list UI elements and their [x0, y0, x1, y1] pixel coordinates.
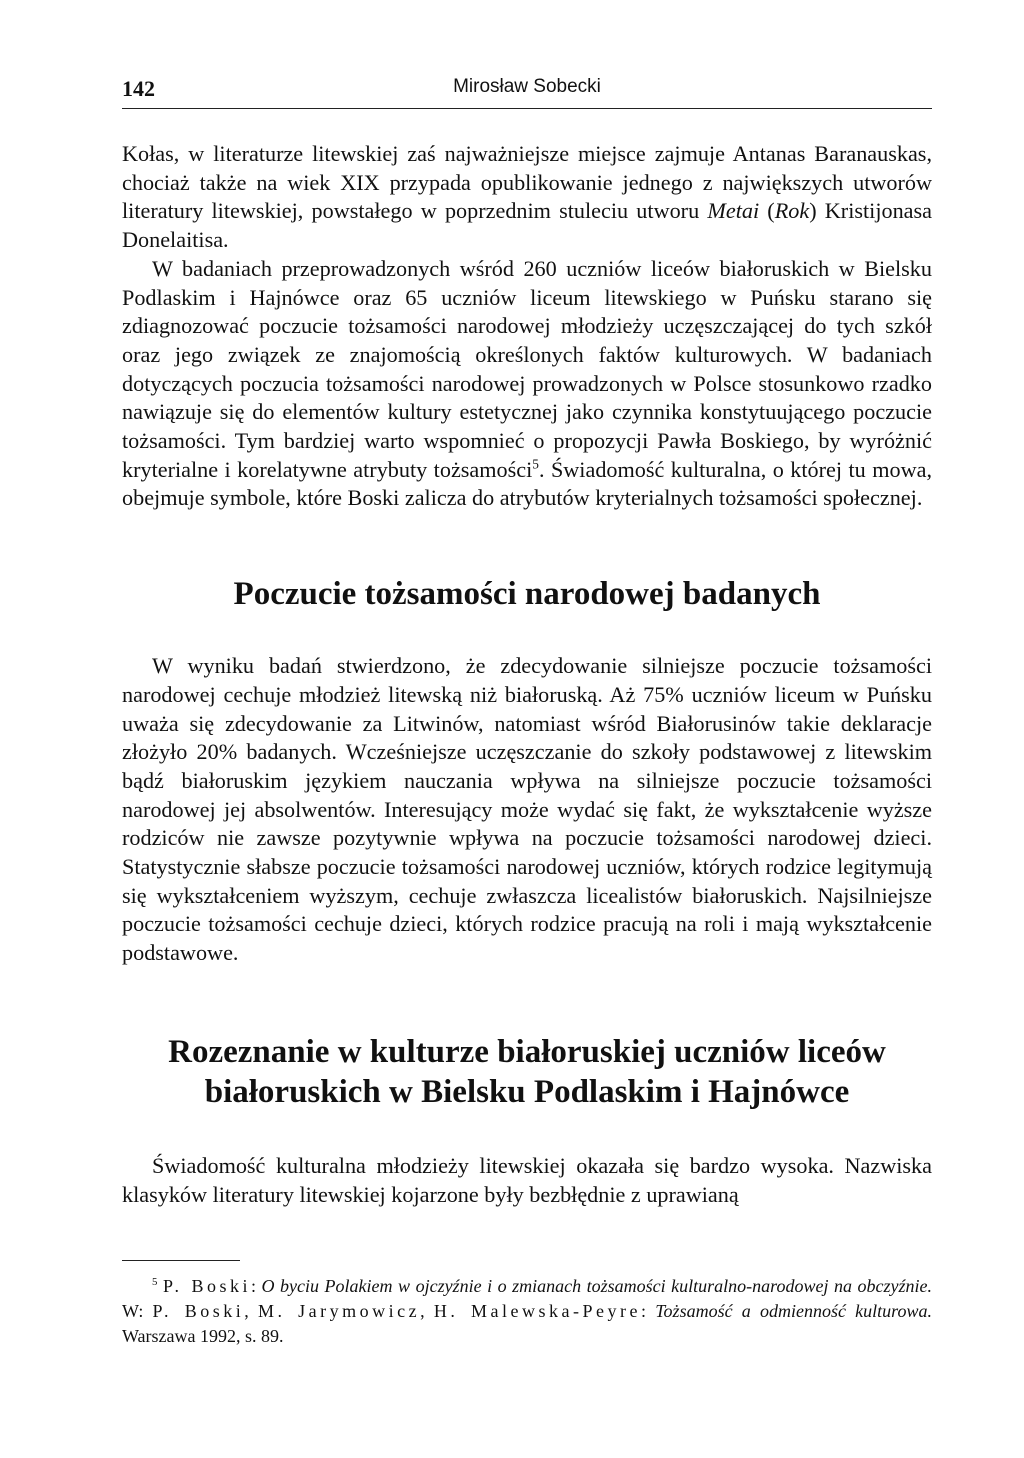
- running-title: Mirosław Sobecki: [453, 76, 601, 97]
- work-title: Metai: [707, 198, 760, 224]
- footnote-colon-2: :: [641, 1301, 656, 1321]
- section-heading-2-line-2: białoruskich w Bielsku Podlaskim i Hajnówce: [204, 1073, 850, 1110]
- footnote-author-2: P. Boski: [152, 1301, 245, 1321]
- section-heading-1: Poczucie tożsamości narodowej badanych: [233, 576, 821, 613]
- paragraph-2-tail: . Świadomość kulturalna, o której tu mowa, obejmuje symbole, które Boski zalicza do atrybutów kryterialnych tożsamości społecznej.: [122, 456, 932, 511]
- footnote-rule: [122, 1260, 240, 1261]
- paragraph-2: [122, 255, 932, 513]
- footnote-5: [122, 1274, 932, 1349]
- paragraph-1-text: Kołas, w literaturze litewskiej zaś najważniejsze miejsce zajmuje Antanas Baranauskas, chociaż także na wiek XIX przypada opublikowanie jednego z największych utworów literatury litewskiej, powstałego w poprzednim stuleciu utworu: [122, 141, 932, 224]
- footnote-sep-2: ,: [420, 1301, 434, 1321]
- footnote-title-1: O byciu Polakiem w ojczyźnie i o zmianach tożsamości kulturalno-narodowej na obczyźnie.: [261, 1276, 933, 1296]
- running-head: [122, 72, 932, 109]
- paragraph-2-text: W badaniach przeprowadzonych wśród 260 uczniów liceów białoruskich w Bielsku Podlaskim i Hajnówce oraz 65 uczniów liceum litewskiego w Puńsku starano się zdiagnozować poczucie tożsamości narodowej młodzieży uczęszczającej do tych szkół oraz jego związek ze znajomością określonych faktów kulturowych. W badaniach dotyczących poczucia tożsamości narodowej prowadzonych w Polsce stosunkowo rzadko nawiązuje się do elementów kultury estetycznej jako czynnika konstytuującego poczucie tożsamości. Tym bardziej warto wspomnieć o propozycji Pawła Boskiego, by wyróżnić kryterialne i korelatywne atrybuty tożsamości: [122, 255, 932, 482]
- footnote-number: 5: [152, 1276, 158, 1288]
- footnote-author-3: M. Jarymowicz: [257, 1301, 421, 1321]
- footnote-in: W:: [122, 1301, 153, 1321]
- paragraph-1-tail: ) Kristijonasa Donelaitisa.: [122, 198, 932, 253]
- section-heading-2-line-1: Rozeznanie w kulturze białoruskiej uczniów liceów: [168, 1033, 886, 1070]
- section-heading-2: [122, 1032, 932, 1112]
- section-2-paragraph: Świadomość kulturalna młodzieży litewskiej okazała się bardzo wysoka. Nazwiska klasyków literatury litewskiej kojarzone były bezbłędnie z uprawianą: [122, 1152, 932, 1207]
- paren-open: (: [759, 198, 775, 224]
- footnote-colon-1: :: [251, 1276, 262, 1296]
- body-text: [122, 140, 932, 1209]
- paragraph-1: [122, 140, 932, 255]
- page-number: 142: [122, 76, 155, 101]
- footnote-sep-1: ,: [244, 1301, 258, 1321]
- footnote-author-4: H. Malewska-Peyre: [433, 1301, 641, 1321]
- footnote-ref[interactable]: 5: [532, 456, 539, 472]
- footnote-publication: Warszawa 1992, s. 89.: [122, 1326, 284, 1346]
- section-1-paragraph: W wyniku badań stwierdzono, że zdecydowanie silniejsze poczucie tożsamości narodowej cechuje młodzież litewską niż białoruską. Aż 75% uczniów liceum w Puńsku uważa się zdecydowanie za Litwinów, natomiast wśród Białorusinów takie deklaracje złożyło 20% badanych. Wcześniejsze uczęszczanie do szkoły podstawowej z litewskim bądź białoruskim językiem nauczania wpływa na silniejsze poczucie tożsamości narodowej jej absolwentów. Interesujący może wydać się fakt, że wykształcenie wyższe rodziców nie zawsze pozytywnie wpływa na poczucie tożsamości narodowej dzieci. Statystycznie słabsze poczucie tożsamości narodowej uczniów, których rodzice legitymują się wykształceniem wyższym, cechuje zwłaszcza licealistów białoruskich. Najsilniejsze poczucie tożsamości cechuje dzieci, których rodzice pracują na roli i mają wykształcenie podstawowe.: [122, 653, 932, 966]
- work-title-translation: Rok: [774, 198, 810, 224]
- footnote-title-2: Tożsamość a odmienność kulturowa.: [655, 1301, 932, 1321]
- footnote-author-1: P. Boski: [162, 1276, 251, 1296]
